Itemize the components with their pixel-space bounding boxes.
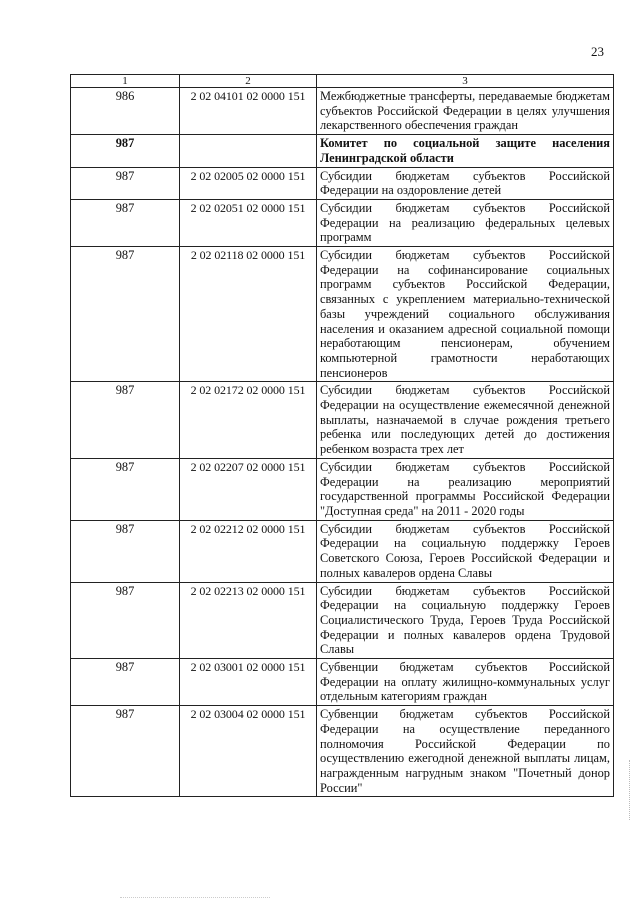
description-cell: Субсидии бюджетам субъектов Российской Федерации на осуществление ежемесячной денежной выплаты, назначаемой в случае рождения третьего ребенка или последующих детей до достижения ребенком возраста трех лет [317, 382, 614, 459]
description-cell: Субсидии бюджетам субъектов Российской Федерации на реализацию федеральных целевых программ [317, 199, 614, 246]
admin-code-cell: 986 [71, 88, 180, 135]
table-row [71, 135, 614, 167]
table-row [71, 167, 614, 199]
description-cell: Субсидии бюджетам субъектов Российской Федерации на оздоровление детей [317, 167, 614, 199]
admin-code-cell: 987 [71, 135, 180, 167]
budget-code-cell [180, 135, 317, 167]
description-cell: Субсидии бюджетам субъектов Российской Федерации на социальную поддержку Героев Социалистического Труда, Героев Труда Российской Федерации и полных кавалеров ордена Трудовой Славы [317, 582, 614, 659]
budget-code-cell: 2 02 03001 02 0000 151 [180, 659, 317, 706]
column-header-2: 2 [180, 75, 317, 88]
budget-code-cell: 2 02 02005 02 0000 151 [180, 167, 317, 199]
budget-code-cell: 2 02 03004 02 0000 151 [180, 706, 317, 797]
budget-code-cell: 2 02 02212 02 0000 151 [180, 520, 317, 582]
table-header-row [71, 75, 614, 88]
admin-code-cell: 987 [71, 382, 180, 459]
table-row [71, 520, 614, 582]
budget-code-cell: 2 02 02118 02 0000 151 [180, 247, 317, 382]
scan-artifact [629, 760, 636, 820]
table-row [71, 458, 614, 520]
description-cell: Межбюджетные трансферты, передаваемые бюджетам субъектов Российской Федерации в целях улучшения лекарственного обеспечения граждан [317, 88, 614, 135]
budget-code-cell: 2 02 02207 02 0000 151 [180, 458, 317, 520]
budget-code-cell: 2 02 04101 02 0000 151 [180, 88, 317, 135]
table-row [71, 88, 614, 135]
column-header-3: 3 [317, 75, 614, 88]
admin-code-cell: 987 [71, 167, 180, 199]
admin-code-cell: 987 [71, 520, 180, 582]
table-row [71, 582, 614, 659]
admin-code-cell: 987 [71, 659, 180, 706]
table-body [71, 88, 614, 797]
admin-code-cell: 987 [71, 706, 180, 797]
page-number: 23 [591, 44, 604, 59]
admin-code-cell: 987 [71, 582, 180, 659]
description-cell: Субсидии бюджетам субъектов Российской Федерации на реализацию мероприятий государственной программы Российской Федерации "Доступная среда" на 2011 - 2020 годы [317, 458, 614, 520]
table-row [71, 247, 614, 382]
budget-code-cell: 2 02 02051 02 0000 151 [180, 199, 317, 246]
description-cell: Субсидии бюджетам субъектов Российской Федерации на софинансирование социальных программ субъектов Российской Федерации, связанных с укреплением материально-технической базы учреждений социального обслуживания населения и оказанием адресной социальной помощи неработающим пенсионерам, обучением компьютерной грамотности неработающих пенсионеров [317, 247, 614, 382]
admin-code-cell: 987 [71, 199, 180, 246]
column-header-1: 1 [71, 75, 180, 88]
table-row [71, 199, 614, 246]
table-row [71, 659, 614, 706]
admin-code-cell: 987 [71, 247, 180, 382]
budget-code-cell: 2 02 02213 02 0000 151 [180, 582, 317, 659]
budget-classification-table [70, 74, 614, 797]
scan-artifact-bottom [120, 897, 270, 899]
admin-code-cell: 987 [71, 458, 180, 520]
table-row [71, 706, 614, 797]
budget-code-cell: 2 02 02172 02 0000 151 [180, 382, 317, 459]
description-cell: Субсидии бюджетам субъектов Российской Федерации на социальную поддержку Героев Советского Союза, Героев Российской Федерации и полных кавалеров ордена Славы [317, 520, 614, 582]
description-cell: Субвенции бюджетам субъектов Российской Федерации на осуществление переданного полномочия Российской Федерации по осуществлению ежегодной денежной выплаты лицам, награжденным нагрудным знаком "Почетный донор России" [317, 706, 614, 797]
description-cell: Субвенции бюджетам субъектов Российской Федерации на оплату жилищно-коммунальных услуг отдельным категориям граждан [317, 659, 614, 706]
description-cell: Комитет по социальной защите населения Ленинградской области [317, 135, 614, 167]
table-row [71, 382, 614, 459]
